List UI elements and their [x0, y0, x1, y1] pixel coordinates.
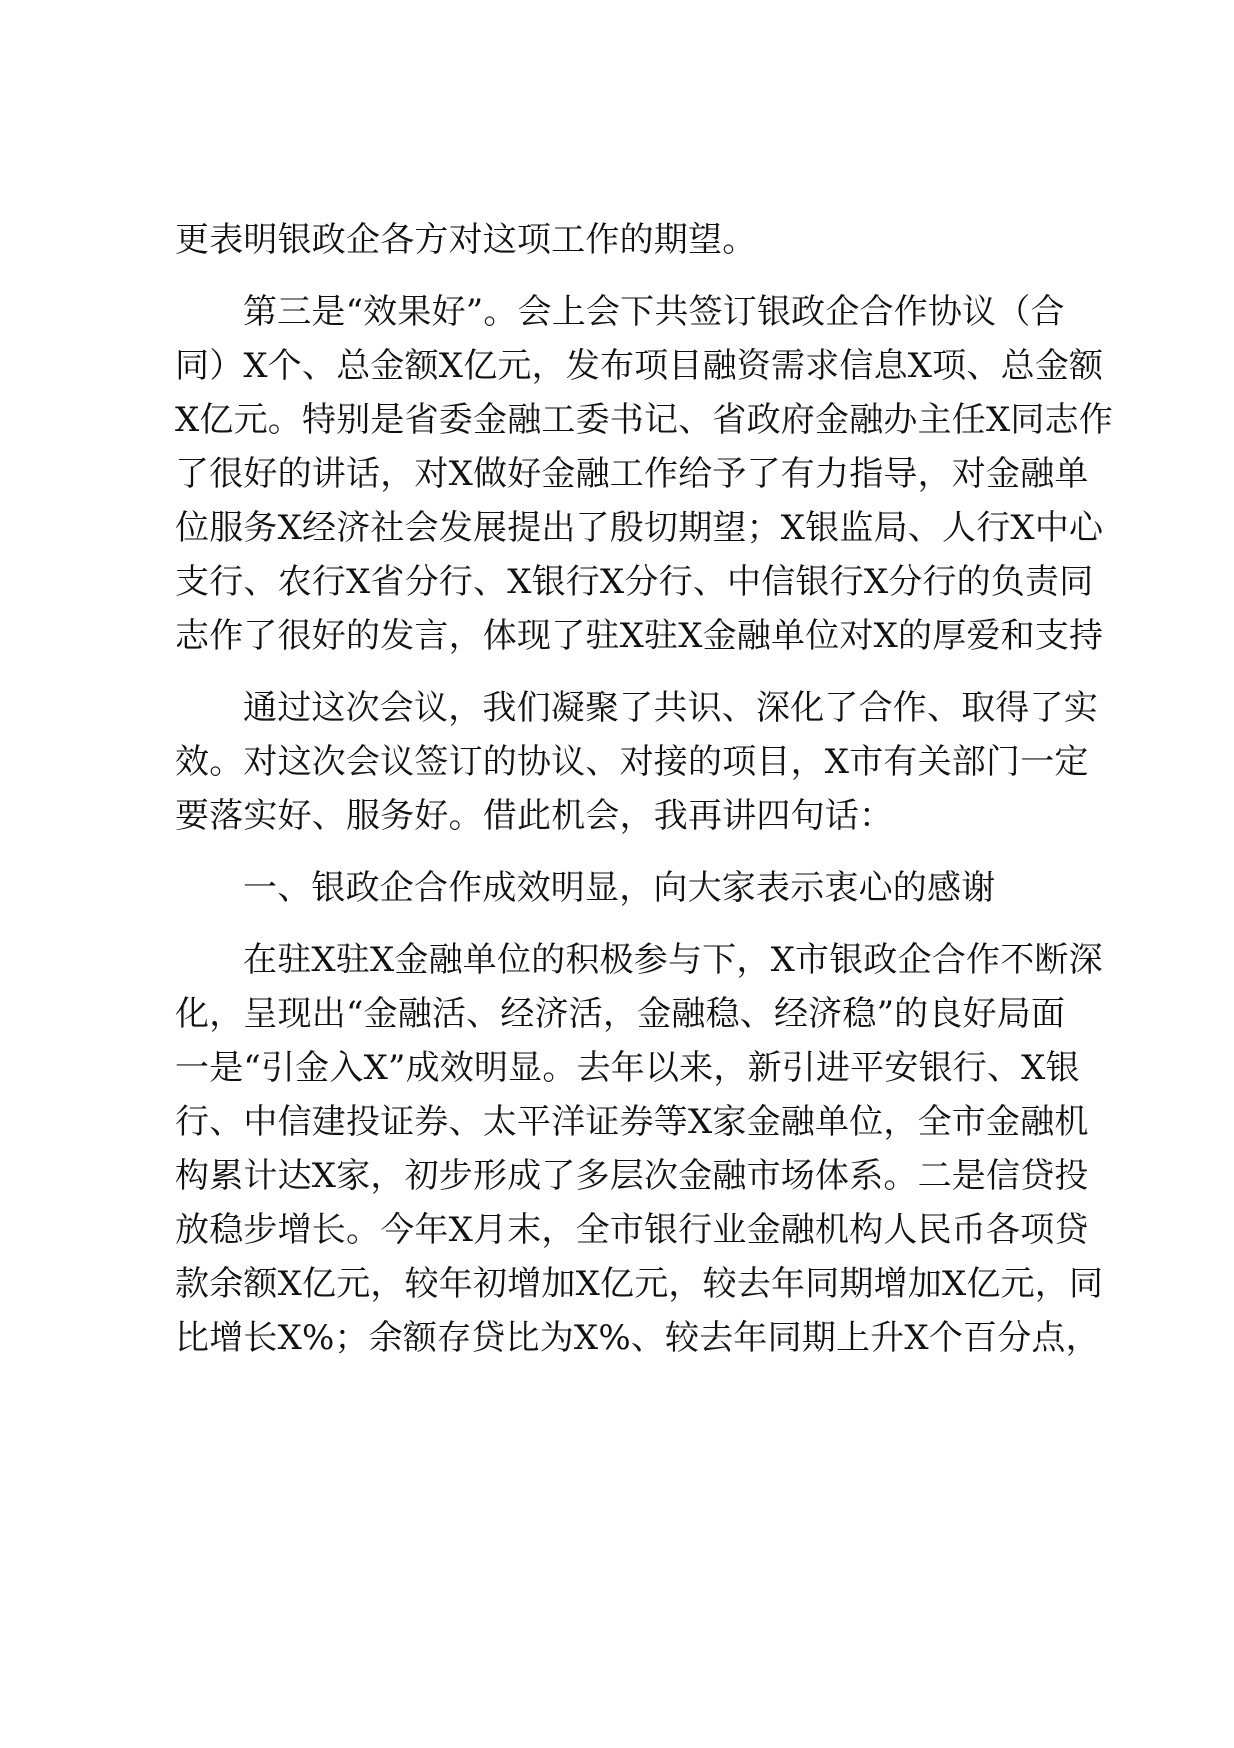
text-line-14: 化，呈现出“金融活、经济活，金融稳、经济稳”的良好局面: [175, 994, 1066, 1034]
text-line-15: 一是“引金入X”成效明显。去年以来，新引进平安银行、X银: [175, 1048, 1080, 1088]
text-line-19: 款余额X亿元，较年初增加X亿元，较去年同期增加X亿元，同: [175, 1264, 1104, 1304]
text-line-7: 支行、农行X省分行、X银行X分行、中信银行X分行的负责同: [175, 562, 1094, 602]
text-line-11: 要落实好、服务好。借此机会，我再讲四句话：: [175, 796, 894, 836]
text-line-13: 在驻X驻X金融单位的积极参与下，X市银政企合作不断深: [243, 940, 1103, 980]
text-line-9: 通过这次会议，我们凝聚了共识、深化了合作、取得了实: [243, 688, 1098, 728]
text-line-17: 构累计达X家，初步形成了多层次金融市场体系。二是信贷投: [175, 1156, 1089, 1196]
text-line-8: 志作了很好的发言，体现了驻X驻X金融单位对X的厚爱和支持: [175, 616, 1104, 656]
text-line-10: 效。对这次会议签订的协议、对接的项目，X市有关部门一定: [175, 742, 1089, 782]
text-line-2: 第三是“效果好”。会上会下共签订银政企合作协议（合: [243, 292, 1065, 332]
text-line-20: 比增长X%；余额存贷比为X%、较去年同期上升X个百分点，: [175, 1318, 1100, 1358]
text-line-5: 了很好的讲话，对X做好金融工作给予了有力指导，对金融单: [175, 454, 1089, 494]
text-line-16: 行、中信建投证券、太平洋证券等X家金融单位，全市金融机: [175, 1102, 1089, 1142]
text-line-4: X亿元。特别是省委金融工委书记、省政府金融办主任X同志作: [175, 400, 1114, 440]
text-line-18: 放稳步增长。今年X月末，全市银行业金融机构人民币各项贷: [175, 1210, 1089, 1250]
text-line-3: 同）X个、总金额X亿元，发布项目融资需求信息X项、总金额: [175, 346, 1104, 386]
section-heading: 一、银政企合作成效明显，向大家表示衷心的感谢: [243, 868, 996, 908]
text-line-6: 位服务X经济社会发展提出了殷切期望；X银监局、人行X中心: [175, 508, 1104, 548]
text-line-1: 更表明银政企各方对这项工作的期望。: [175, 220, 757, 260]
